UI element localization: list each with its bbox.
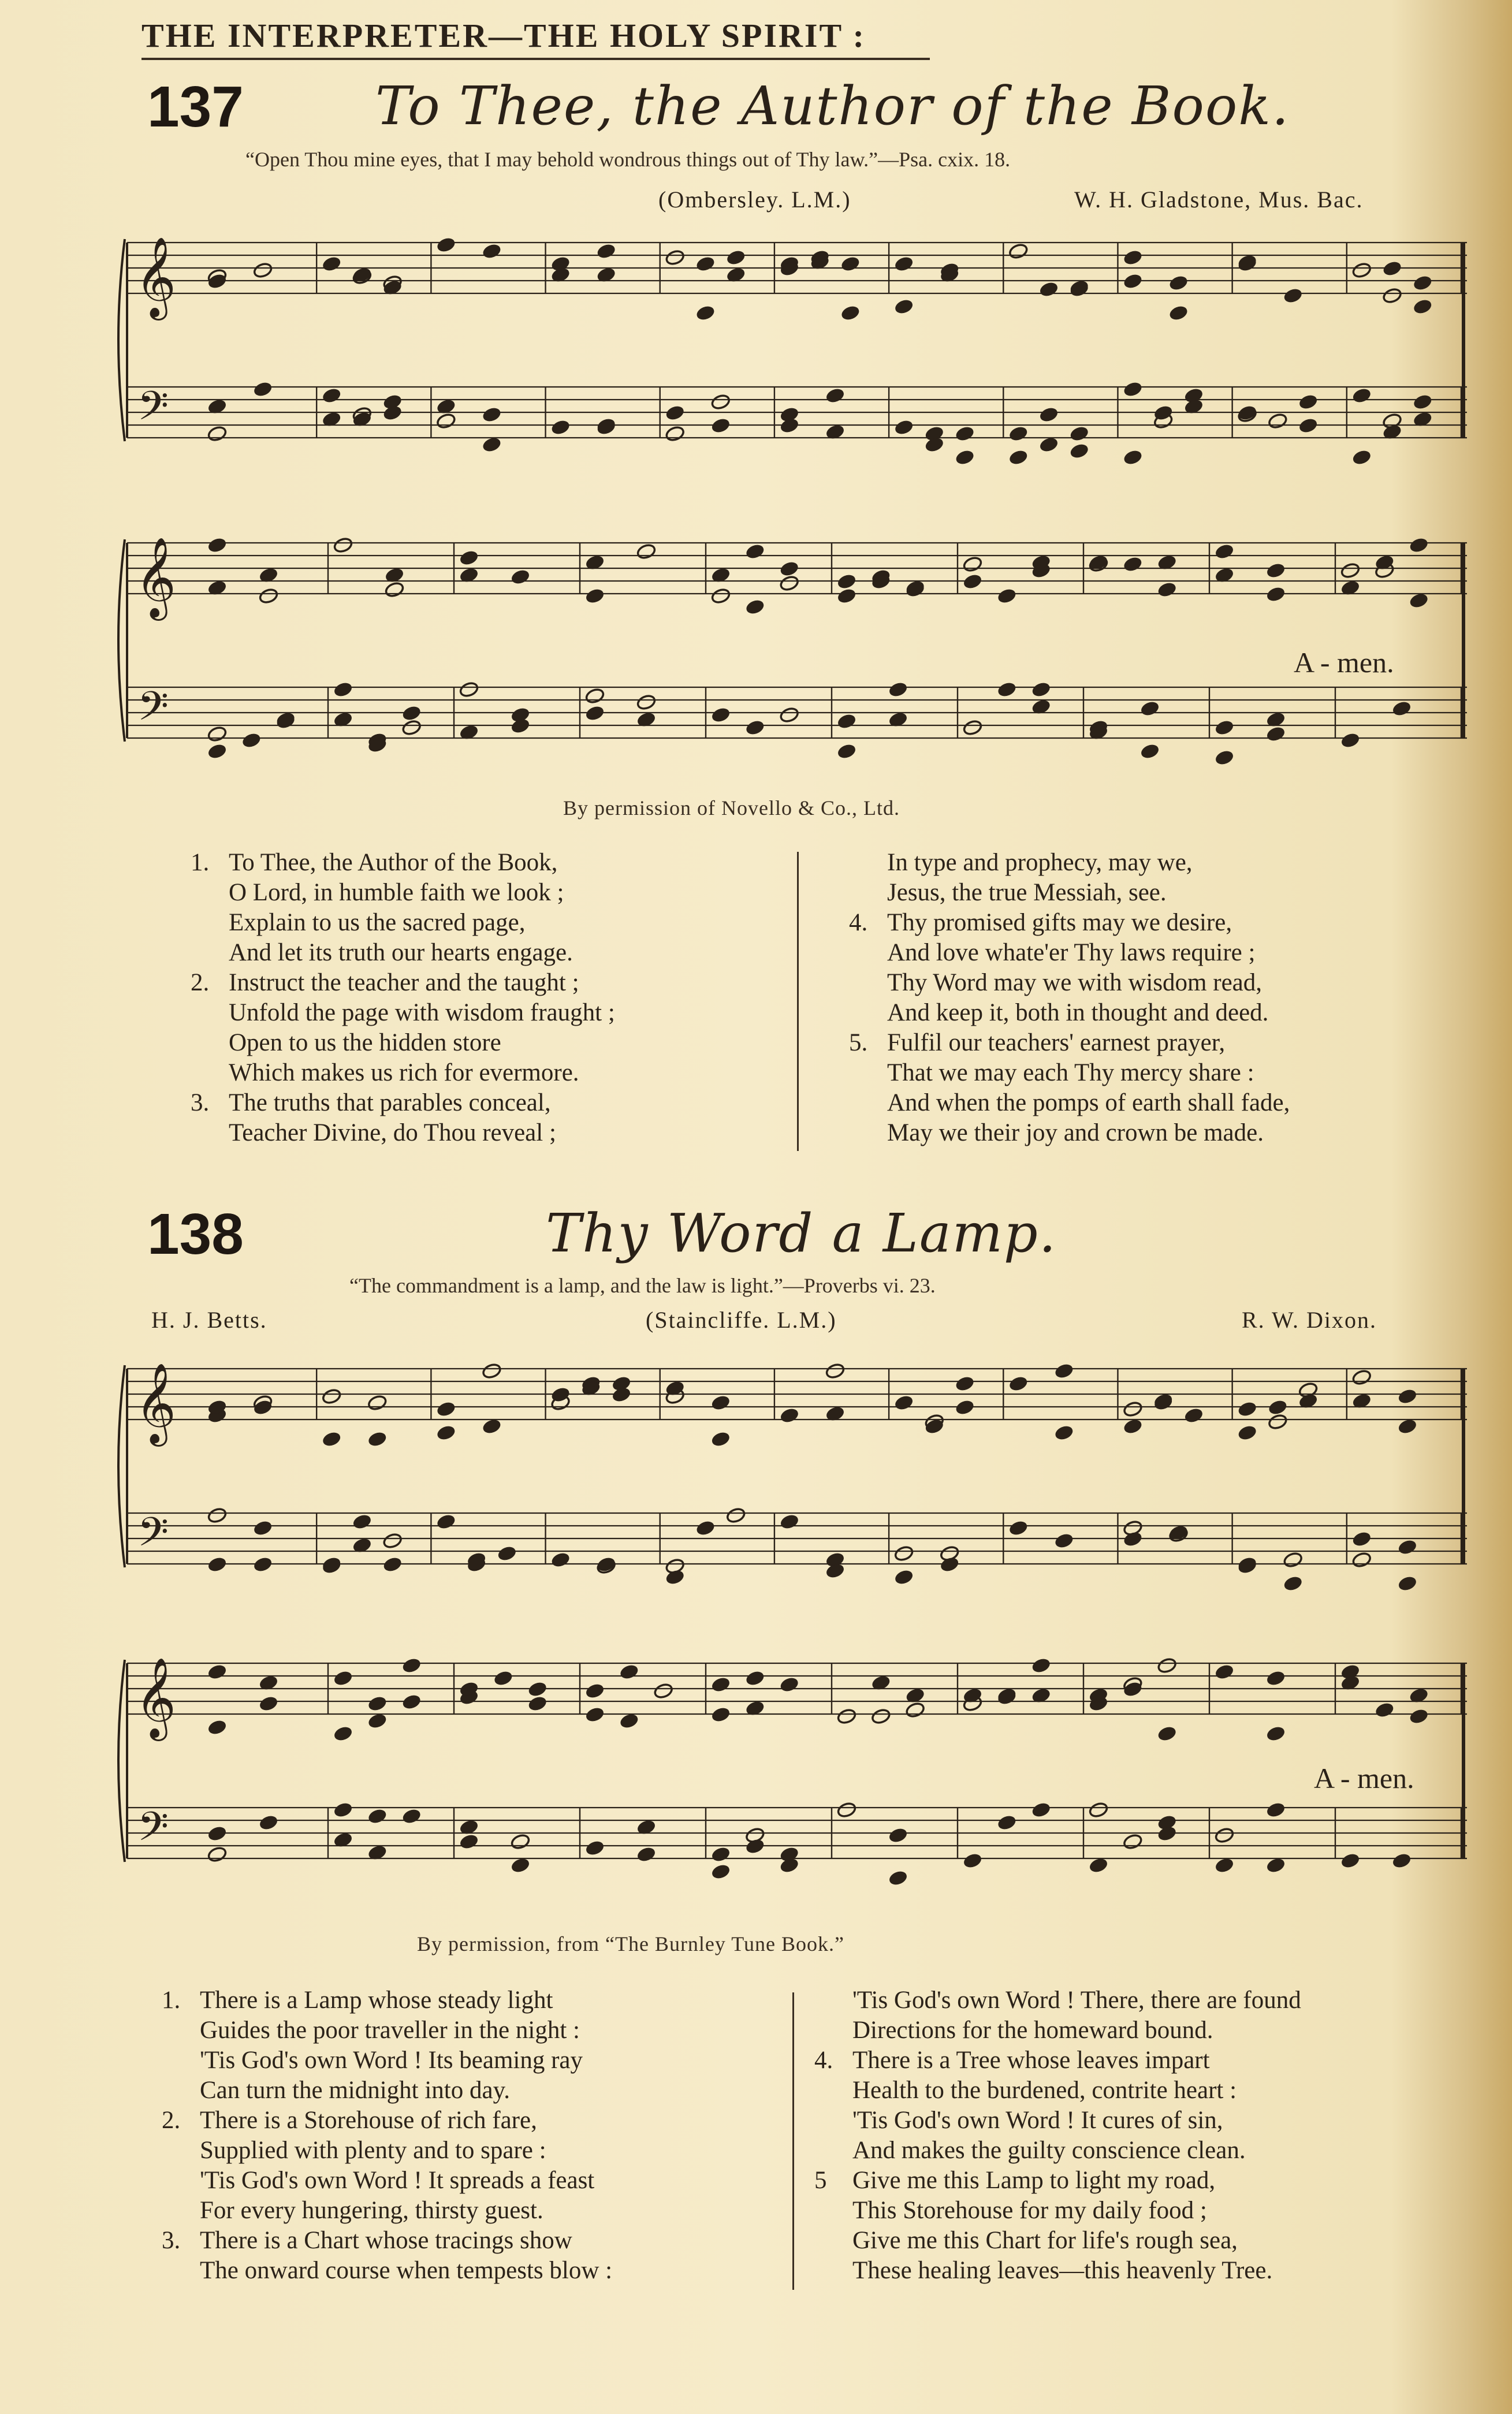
verse xyxy=(162,2106,774,2226)
verse-number: 4. xyxy=(849,909,868,936)
column-divider xyxy=(797,852,799,1151)
hymn-title: To Thee, the Author of the Book. xyxy=(375,75,1290,137)
verse-line: Explain to us the sacred page, xyxy=(229,909,526,936)
verse-line: This Storehouse for my daily food ; xyxy=(852,2197,1207,2224)
verses-column-left xyxy=(162,1985,774,2286)
verse-line: Give me this Lamp to light my road, xyxy=(852,2167,1216,2194)
svg-text:𝄢: 𝄢 xyxy=(137,683,169,739)
verses-column-right xyxy=(814,1985,1461,2286)
composer: R. W. Dixon. xyxy=(1242,1307,1377,1333)
verse-line: Supplied with plenty and to spare : xyxy=(200,2137,546,2164)
verse-line: These healing leaves—this heavenly Tree. xyxy=(852,2257,1273,2284)
verse-line: And let its truth our hearts engage. xyxy=(229,939,573,966)
music-system-3 xyxy=(116,1346,1479,1617)
verse-line: To Thee, the Author of the Book, xyxy=(229,849,558,876)
running-head: THE INTERPRETER—THE HOLY SPIRIT : xyxy=(141,17,866,54)
verse-line: And love whate'er Thy laws require ; xyxy=(887,939,1256,966)
verse xyxy=(191,1088,780,1148)
verse-line: Thy promised gifts may we desire, xyxy=(887,909,1232,936)
verse-line: For every hungering, thirsty guest. xyxy=(200,2197,543,2224)
verse-line: Unfold the page with wisdom fraught ; xyxy=(229,999,615,1026)
svg-text:𝄞: 𝄞 xyxy=(135,537,176,617)
verse-line: In type and prophecy, may we, xyxy=(887,849,1193,876)
svg-text:𝄞: 𝄞 xyxy=(135,1657,176,1738)
verse-line: Directions for the homeward bound. xyxy=(852,2017,1213,2044)
verse-number: 5 xyxy=(814,2167,827,2194)
verse xyxy=(162,1985,774,2106)
verse-number: 5. xyxy=(849,1029,868,1056)
verse-line: Can turn the midnight into day. xyxy=(200,2077,511,2104)
hymn-title: Thy Word a Lamp. xyxy=(546,1202,1057,1264)
verse xyxy=(849,908,1461,1028)
svg-text:𝄞: 𝄞 xyxy=(135,1363,176,1443)
verse-line: Open to us the hidden store xyxy=(229,1029,501,1056)
verse-line: There is a Storehouse of rich fare, xyxy=(200,2107,537,2134)
verse-line: 'Tis God's own Word ! It spreads a feast xyxy=(200,2167,595,2194)
music-system-2 xyxy=(116,520,1479,791)
column-divider xyxy=(792,1992,794,2290)
verse xyxy=(162,2226,774,2286)
svg-text:𝄞: 𝄞 xyxy=(135,237,176,317)
svg-text:𝄢: 𝄢 xyxy=(137,1803,169,1860)
verse-line: And when the pomps of earth shall fade, xyxy=(887,1089,1290,1116)
verses-column-left xyxy=(191,848,780,1148)
verse-line: And keep it, both in thought and deed. xyxy=(887,999,1269,1026)
verses-column-right xyxy=(849,848,1461,1148)
svg-text:𝄢: 𝄢 xyxy=(137,382,169,439)
permission-note: By permission of Novello & Co., Ltd. xyxy=(563,796,900,819)
verse-line: The onward course when tempests blow : xyxy=(200,2257,613,2284)
music-system-4 xyxy=(116,1640,1479,1912)
verse-line: 'Tis God's own Word ! There, there are found xyxy=(852,1987,1301,2014)
verse-line: Instruct the teacher and the taught ; xyxy=(229,969,579,996)
verse xyxy=(191,848,780,968)
verse-number: 4. xyxy=(814,2047,833,2074)
verse-number: 3. xyxy=(191,1089,210,1116)
verse-line: 'Tis God's own Word ! Its beaming ray xyxy=(200,2047,583,2074)
hymn-number: 137 xyxy=(147,74,244,139)
hymn-epigraph: “Open Thou mine eyes, that I may behold wondrous things out of Thy law.”—Psa. cxix. 18. xyxy=(245,148,1011,171)
verse-number: 2. xyxy=(191,969,210,996)
verse-continuation xyxy=(814,1985,1461,2046)
verse-line: That we may each Thy mercy share : xyxy=(887,1059,1254,1086)
verse-line: May we their joy and crown be made. xyxy=(887,1119,1264,1146)
tune-name: (Ombersley. L.M.) xyxy=(658,187,851,213)
svg-text:𝄢: 𝄢 xyxy=(137,1508,169,1565)
verse xyxy=(849,1028,1461,1148)
verse-line: 'Tis God's own Word ! It cures of sin, xyxy=(852,2107,1223,2134)
verse-line: Fulfil our teachers' earnest prayer, xyxy=(887,1029,1226,1056)
hymn-number: 138 xyxy=(147,1202,244,1266)
tune-name: (Staincliffe. L.M.) xyxy=(646,1307,837,1333)
verse-line: Teacher Divine, do Thou reveal ; xyxy=(229,1119,556,1146)
verse-line: Give me this Chart for life's rough sea, xyxy=(852,2227,1238,2254)
verse-number: 1. xyxy=(162,1987,181,2014)
hymn-epigraph: “The commandment is a lamp, and the law is light.”—Proverbs vi. 23. xyxy=(349,1274,936,1297)
verse-number: 1. xyxy=(191,849,210,876)
verse-line: And makes the guilty conscience clean. xyxy=(852,2137,1246,2164)
hymn-author: H. J. Betts. xyxy=(151,1307,267,1333)
verse-line: Thy Word may we with wisdom read, xyxy=(887,969,1262,996)
verse-line: Jesus, the true Messiah, see. xyxy=(887,879,1167,906)
permission-note: By permission, from “The Burnley Tune Book.” xyxy=(417,1932,844,1955)
header-rule xyxy=(141,58,930,60)
verse-line: Guides the poor traveller in the night : xyxy=(200,2017,580,2044)
verse-line: Health to the burdened, contrite heart : xyxy=(852,2077,1237,2104)
verse-line: O Lord, in humble faith we look ; xyxy=(229,879,564,906)
verse-continuation xyxy=(849,848,1461,908)
amen-label: A - men. xyxy=(1314,1762,1414,1794)
verse-line: There is a Tree whose leaves impart xyxy=(852,2047,1210,2074)
verse xyxy=(814,2046,1461,2166)
music-system-1 xyxy=(116,219,1479,491)
verse xyxy=(191,968,780,1088)
verse-line: There is a Lamp whose steady light xyxy=(200,1987,553,2014)
verse xyxy=(814,2166,1461,2286)
verse-number: 3. xyxy=(162,2227,181,2254)
verse-number: 2. xyxy=(162,2107,181,2134)
composer: W. H. Gladstone, Mus. Bac. xyxy=(1074,187,1364,213)
verse-line: Which makes us rich for evermore. xyxy=(229,1059,579,1086)
verse-line: The truths that parables conceal, xyxy=(229,1089,551,1116)
amen-label: A - men. xyxy=(1294,646,1394,679)
verse-line: There is a Chart whose tracings show xyxy=(200,2227,572,2254)
